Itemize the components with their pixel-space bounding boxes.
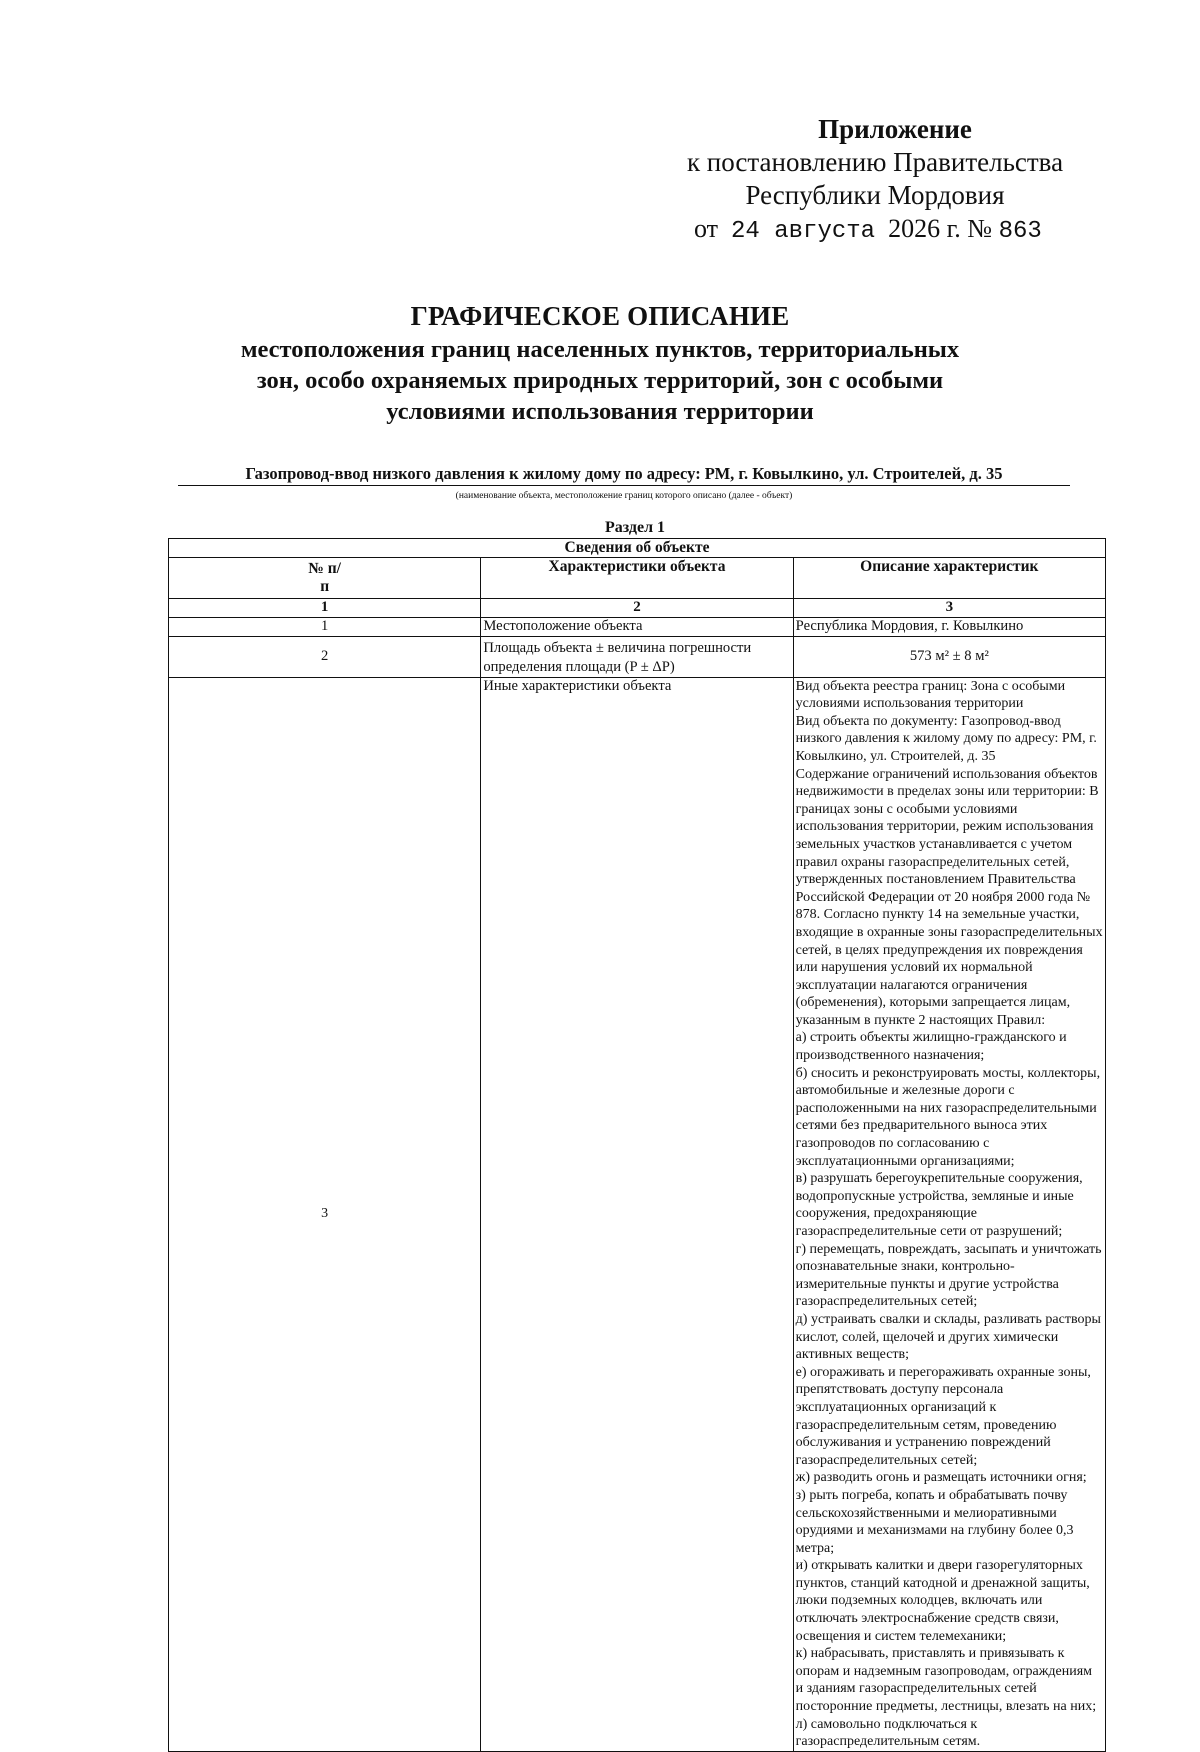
column-number-row <box>169 598 1106 617</box>
restriction-item: а) строить объекты жилищно-гражданского и производственного назначения; <box>795 1030 1067 1064</box>
restriction-item: д) устраивать свалки и склады, разливать растворы кислот, солей, щелочей и других химически активных веществ; <box>795 1311 1101 1363</box>
table-header-row <box>169 557 1106 598</box>
description-paragraph: Вид объекта по документу: Газопровод-ввод низкого давления к жилому дому по адресу: РМ, г. Ковылкино, ул. Строителей, д. 35 <box>795 713 1097 764</box>
header-number <box>169 557 481 598</box>
row-number: 2 <box>169 636 481 677</box>
restriction-item: в) разрушать берегоукрепительные сооружения, водопропускные устройства, земляные и иные сооружения, предохраняющие газораспределительные сети от разрушений; <box>795 1171 1083 1239</box>
row-description: Республика Мордовия, г. Ковылкино <box>793 617 1105 636</box>
document-title-main: ГРАФИЧЕСКОЕ ОПИСАНИЕ <box>410 301 790 331</box>
restriction-item: г) перемещать, повреждать, засыпать и уничтожать опознавательные знаки, контрольно-измерительные пункты и другие устройства газораспределительных сетей; <box>795 1241 1102 1310</box>
description-paragraph: Вид объекта реестра границ: Зона с особыми условиями использования территории <box>795 678 1066 712</box>
date-year: 2026 г. № <box>888 214 993 243</box>
header-characteristic: Характеристики объекта <box>481 557 793 598</box>
row-number: 1 <box>169 617 481 636</box>
description-paragraph: Содержание ограничений использования объектов недвижимости в пределах зоны или территории: В границах зоны с особыми условиями использования территории, режим использования земельных участков устанавливается с учетом правил охраны газораспределительных сетей, утвержденных постановлением Правительства Российской Федерации от 20 ноября 2000 года № 878. Согласно пункту 14 на земельные участки, входящие в охранные зоны газораспределительных сетей, в целях предупреждения их повреждения или нарушения условий их нормальной эксплуатации налагаются ограничения (обременения), которыми запрещается лицам, указанным в пункте 2 настоящих Правил: <box>795 766 1103 1028</box>
object-caption: (наименование объекта, местоположение границ которого описано (далее - объект) <box>455 491 793 501</box>
header-description: Описание характеристик <box>793 557 1105 598</box>
row-description: 573 м² ± 8 м² <box>793 636 1105 677</box>
row-number: 3 <box>169 677 481 1751</box>
restriction-item: з) рыть погреба, копать и обрабатывать почву сельскохозяйственными и мелиоративными орудиями и механизмами на глубину более 0,3 метра; <box>795 1487 1074 1556</box>
date-day-month: 24 августа <box>731 218 876 245</box>
table-row <box>169 636 1106 677</box>
appendix-header <box>640 112 1110 248</box>
column-number-1: 1 <box>169 598 481 617</box>
restriction-item: и) открывать калитки и двери газорегуляторных пунктов, станций катодной и дренажной защиты, люки подземных колодцев, включать или отключать электроснабжение средств связи, освещения и систем телемеханики; <box>795 1558 1090 1644</box>
table-row <box>169 677 1106 1751</box>
restriction-item: ж) разводить огонь и размещать источники огня; <box>795 1470 1087 1486</box>
header-number-label: № п/п <box>308 560 341 595</box>
table-section-title: Сведения об объекте <box>169 539 1106 558</box>
table-section-title-row <box>169 539 1106 558</box>
section-label: Раздел 1 <box>604 519 666 536</box>
table-row <box>169 617 1106 636</box>
appendix-title: Приложение <box>818 114 972 144</box>
document-title-line-1: местоположения границ населенных пунктов, территориальных <box>240 336 960 363</box>
document-title-line-3: условиями использования территории <box>386 398 814 425</box>
appendix-dateline <box>640 212 1110 248</box>
restriction-item: л) самовольно подключаться к газораспределительным сетям. <box>795 1716 981 1750</box>
appendix-line-1: к постановлению Правительства <box>686 147 1064 177</box>
restriction-item: к) набрасывать, приставлять и привязывать к опорам и надземным газопроводам, ограждениям и зданиям газораспределительных сетей посторонние предметы, лестницы, влезать на них; <box>795 1646 1097 1715</box>
object-info-table <box>168 538 1106 1752</box>
document-title <box>170 298 1030 427</box>
restriction-item: е) огораживать и перегораживать охранные зоны, препятствовать доступу персонала эксплуатационных организаций к газораспределительным сетям, проведению обслуживания и устранению повреждений газораспределительных сетей; <box>795 1364 1091 1468</box>
restriction-item: б) сносить и реконструировать мосты, коллекторы, автомобильные и железные дороги с расположенными на них газораспределительными сетями без предварительного выноса этих газопроводов по согласованию с эксплуатационными организациями; <box>795 1065 1101 1169</box>
appendix-line-2: Республики Мордовия <box>745 180 1005 210</box>
row-characteristic: Площадь объекта ± величина погрешности определения площади (P ± ΔP) <box>481 636 793 677</box>
row-description <box>793 677 1105 1751</box>
row-characteristic: Иные характеристики объекта <box>481 677 793 1751</box>
column-number-2: 2 <box>481 598 793 617</box>
date-prefix: от <box>694 214 719 243</box>
document-title-line-2: зон, особо охраняемых природных территорий, зон с особыми <box>256 367 944 394</box>
object-name: Газопровод-ввод низкого давления к жилому дому по адресу: РМ, г. Ковылкино, ул. Строителей, д. 35 <box>178 463 1070 486</box>
row-characteristic: Местоположение объекта <box>481 617 793 636</box>
column-number-3: 3 <box>793 598 1105 617</box>
decree-number: 863 <box>998 218 1042 245</box>
